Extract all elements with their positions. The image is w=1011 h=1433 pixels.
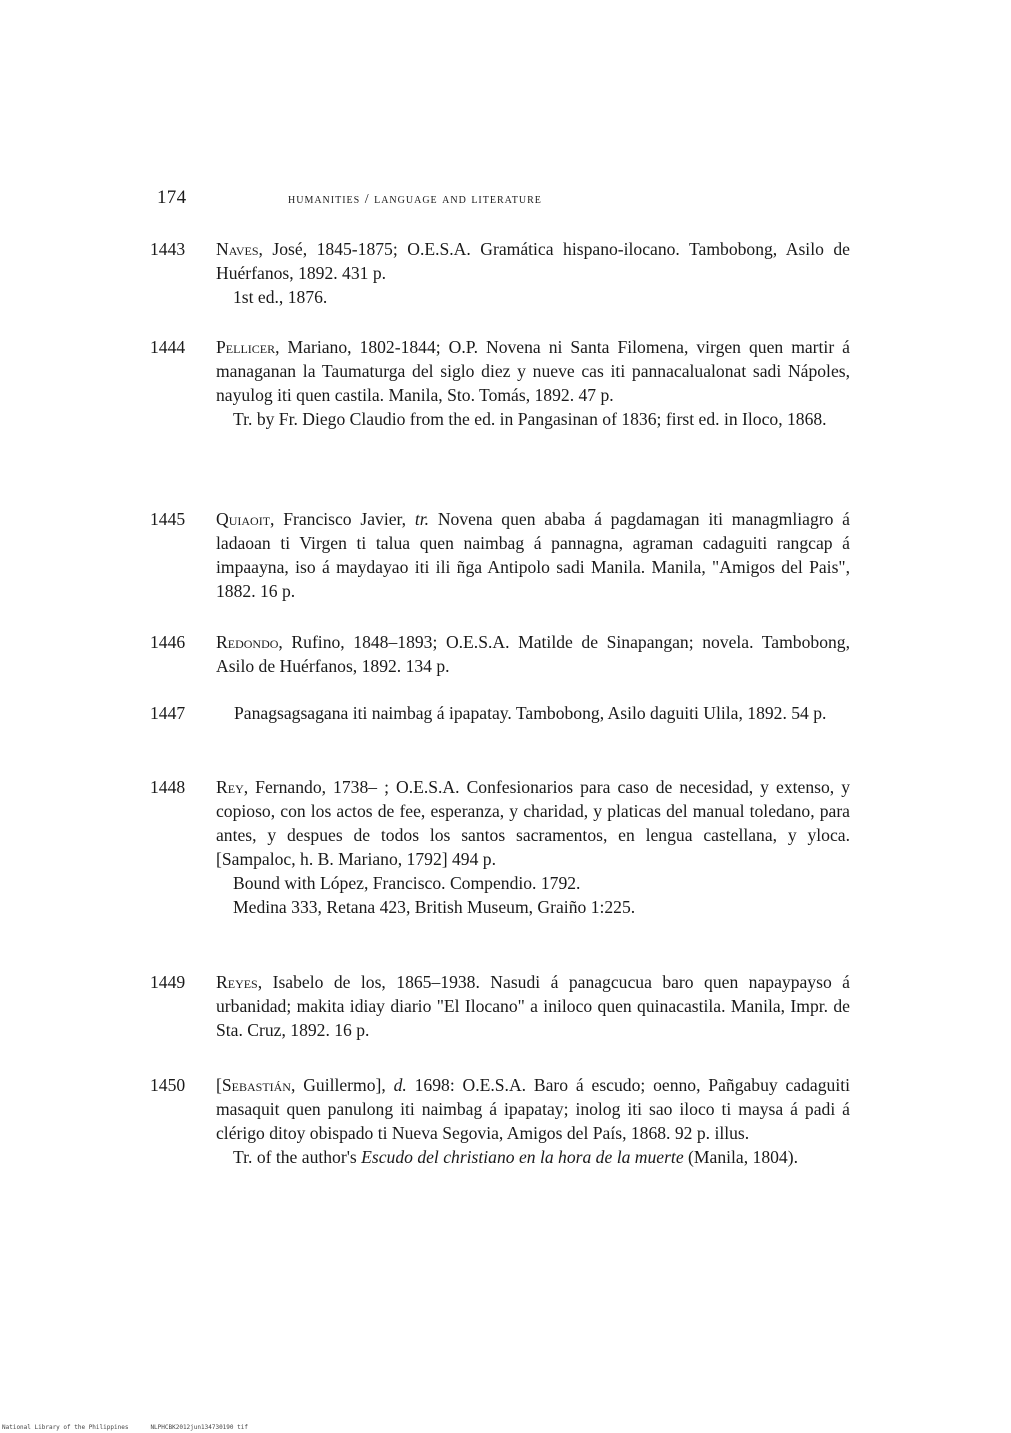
entry-1443	[150, 237, 850, 309]
entry-note	[233, 1145, 850, 1169]
entry-note: Bound with López, Francisco. Compendio. 1792.	[233, 873, 581, 893]
entry-number: 1447	[150, 703, 186, 723]
entry-description: , Rufino, 1848–1893; O.E.S.A. Matilde de Sinapangan; novela. Tambobong, Asilo de Huérfanos, 1892. 134 p.	[216, 632, 850, 676]
entry-author: Redondo	[216, 632, 279, 652]
entry-author-rest: , Guillermo],	[290, 1075, 394, 1095]
entry-text	[216, 237, 850, 285]
entry-author: Sebastián	[221, 1075, 291, 1095]
entry-note: 1st ed., 1876.	[233, 287, 328, 307]
entry-description: 1698: O.E.S.A. Baro á escudo; oenno, Pañgabuy cadaguiti masaquit quen panulong iti naimbag á ipapatay; inolog iti sao iloco ti maysa á padi á clérigo ditoy obispado ti Nueva Segovia, Amigos del País, 1868. 92 p. illus.	[216, 1075, 850, 1143]
entry-1449	[150, 970, 850, 1042]
footer-filename: NLPHCBK2012jun134730190 tif	[150, 1424, 248, 1431]
note-suffix: (Manila, 1804).	[683, 1147, 798, 1167]
entry-text	[216, 970, 850, 1042]
entry-1447	[150, 701, 850, 725]
entry-note: Tr. by Fr. Diego Claudio from the ed. in Pangasinan of 1836; first ed. in Iloco, 1868.	[233, 409, 827, 429]
entry-note: Medina 333, Retana 423, British Museum, Graiño 1:225.	[233, 897, 636, 917]
entry-text	[216, 775, 850, 871]
entry-death-marker: d.	[393, 1075, 407, 1095]
entry-author-bracket: [	[216, 1075, 222, 1095]
entry-number: 1446	[150, 632, 186, 652]
entry-author: Rey	[216, 777, 244, 797]
entry-author: Reyes	[216, 972, 258, 992]
entry-text	[234, 701, 850, 725]
entry-1450	[150, 1073, 850, 1169]
footer-library: National Library of the Philippines	[2, 1424, 129, 1431]
entry-number: 1450	[150, 1075, 186, 1095]
entry-number: 1445	[150, 509, 186, 529]
scan-footer	[2, 1424, 270, 1431]
entry-number: 1444	[150, 337, 186, 357]
entry-role: tr.	[414, 509, 430, 529]
entry-number: 1449	[150, 972, 186, 992]
page-number: 174	[157, 187, 187, 208]
entry-description: Novena quen ababa á pagdamagan iti managmliagro á ladaoan ti Virgen ti talua quen naimbag á pannagna, agraman cadaguiti rangcap á impaayna, iso á maydayao iti ili ñga Antipolo sadi Manila. Manila, "Amigos del Pais", 1882. 16 p.	[216, 509, 850, 601]
entry-text	[216, 1073, 850, 1145]
note-prefix: Tr. of the author's	[233, 1147, 362, 1167]
entry-1445	[150, 507, 850, 603]
entry-description: , Isabelo de los, 1865–1938. Nasudi á panagcucua baro quen napaypayso á urbanidad; makita idiay diario "El Ilocano" a iniloco quen quinacastila. Manila, Impr. de Sta. Cruz, 1892. 16 p.	[216, 972, 850, 1040]
entry-author: Naves	[216, 239, 259, 259]
entry-description: Panagsagsagana iti naimbag á ipapatay. Tambobong, Asilo daguiti Ulila, 1892. 54 p.	[234, 703, 827, 723]
running-head: humanities / language and literature	[288, 192, 542, 207]
entry-1446	[150, 630, 850, 678]
entry-1444	[150, 335, 850, 431]
note-title: Escudo del christiano en la hora de la muerte	[361, 1147, 684, 1167]
entry-text	[216, 507, 850, 603]
entry-description: , Fernando, 1738– ; O.E.S.A. Confesionarios para caso de necesidad, y extenso, y copioso, con los actos de fee, esperanza, y charidad, y platicas del manual toledano, para antes, y despues de todos los santos sacramentos, en lengua castellana, y yloca. [Sampaloc, h. B. Mariano, 1792] 494 p.	[216, 777, 850, 869]
entry-author: Quiaoit	[216, 509, 271, 529]
entry-text	[216, 335, 850, 407]
entry-author: Pellicer	[216, 337, 276, 357]
entry-description: , José, 1845-1875; O.E.S.A. Gramática hispano-ilocano. Tambobong, Asilo de Huérfanos, 1892. 431 p.	[216, 239, 850, 283]
entry-1448	[150, 775, 850, 919]
entry-text	[216, 630, 850, 678]
entry-number: 1443	[150, 239, 186, 259]
entry-description: , Mariano, 1802-1844; O.P. Novena ni Santa Filomena, virgen quen martir á managanan la Taumaturga del siglo diez y nueve cas iti pannacalualonat sadi Nápoles, nayulog iti quen castila. Manila, Sto. Tomás, 1892. 47 p.	[216, 337, 850, 405]
entry-number: 1448	[150, 777, 186, 797]
entry-author-rest: , Francisco Javier,	[270, 509, 415, 529]
